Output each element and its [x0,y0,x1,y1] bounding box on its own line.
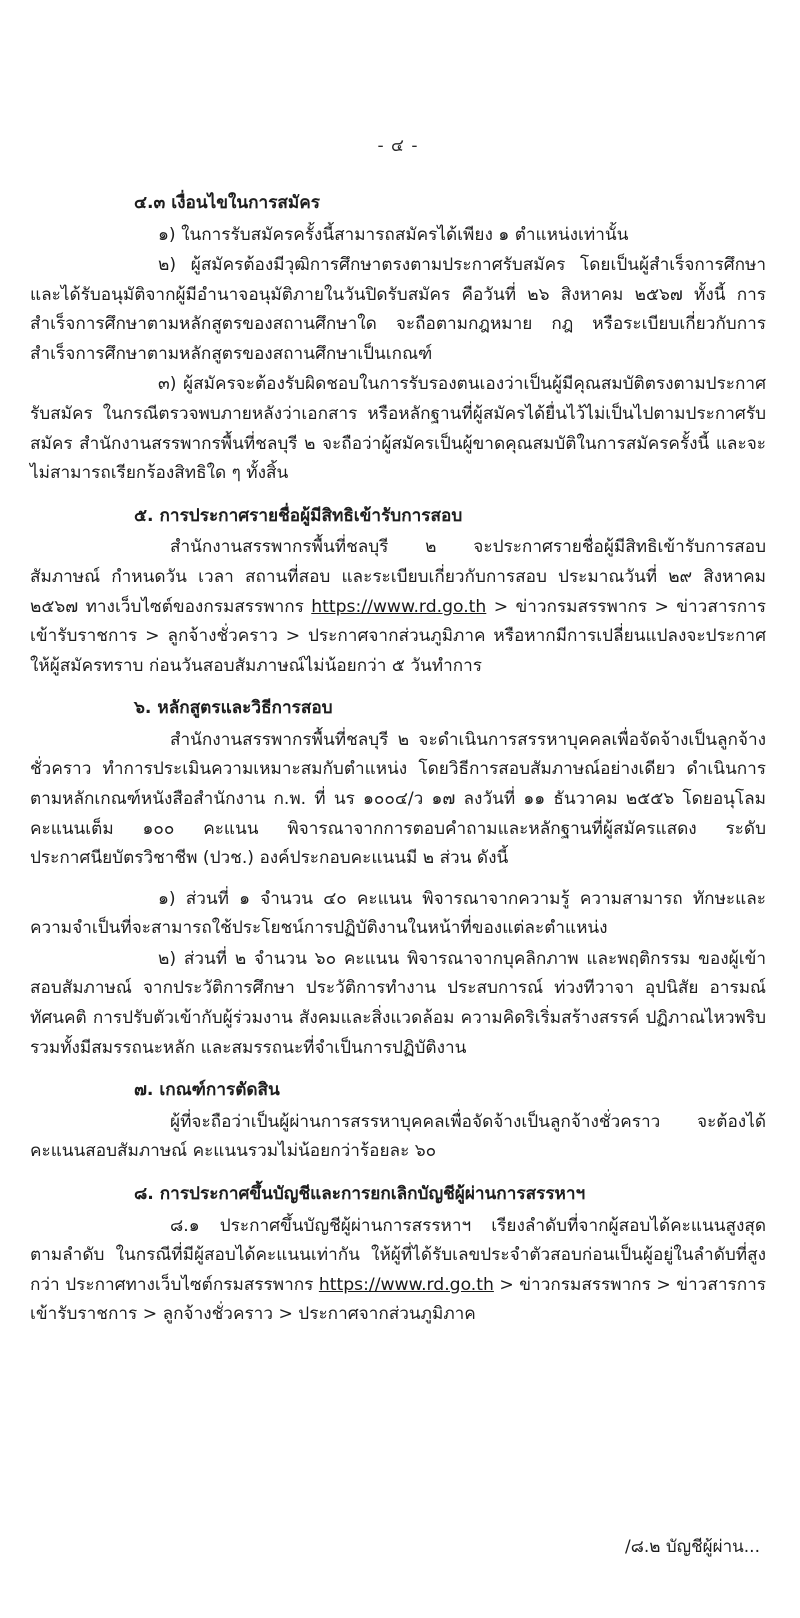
section-8-heading: ๘. การประกาศขึ้นบัญชีและการยกเลิกบัญชีผู้ผ่านการสรรหาฯ [134,1183,586,1204]
page-number: - ๔ - [377,136,419,156]
section-4-3-heading: ๔.๓ เงื่อนไขในการสมัคร [134,193,320,213]
section-4-3-item-2: ๒) ผู้สมัครต้องมีวุฒิการศึกษาตรงตามประกาศรับสมัคร โดยเป็นผู้สำเร็จการศึกษา และได้รับอนุมัติจากผู้มีอำนาจอนุมัติภายในวันปิดรับสมัคร คือวันที่ ๒๖ สิงหาคม ๒๕๖๗ ทั้งนี้ การสำเร็จการศึกษาตามหลักสูตรของสถานศึกษาใด จะถือตามกฎหมาย กฎ หรือระเบียบเกี่ยวกับการสำเร็จการศึกษาตามหลักสูตรของสถานศึกษาเป็นเกณฑ์ [30,255,766,364]
section-8-paragraph [30,1212,766,1330]
section-7 [30,1076,766,1167]
section-4-3-item-1: ๑) ในการรับสมัครครั้งนี้สามารถสมัครได้เพียง ๑ ตำแหน่งเท่านั้น [158,224,629,245]
section-4-3 [30,189,766,489]
section-6-item-2: ๒) ส่วนที่ ๒ จำนวน ๖๐ คะแนน พิจารณาจากบุคลิกภาพ และพฤติกรรม ของผู้เข้าสอบสัมภาษณ์ จากประวัติการศึกษา ประวัติการทำงาน ประสบการณ์ ท่วงทีวาจา อุปนิสัย อารมณ์ ทัศนคติ การปรับตัวเข้ากับผู้ร่วมงาน สังคมและสิ่งแวดล้อม ความคิดริเริ่มสร้างสรรค์ ปฏิภาณไหวพริบ รวมทั้งมีสมรรถนะหลัก และสมรรถนะที่จำเป็นการปฏิบัติงาน [30,948,766,1058]
section-6-heading: ๖. หลักสูตรและวิธีการสอบ [134,698,333,719]
section-8-breadcrumb-text: > ข่าวกรมสรรพากร > ข่าวสารการเข้ารับราชการ > ลูกจ้างชั่วคราว > ประกาศจากส่วนภูมิภาค [30,1274,766,1325]
rd-website-link-1[interactable]: https://www.rd.go.th [311,596,487,617]
document-body [30,189,766,1330]
section-5-paragraph [30,533,766,681]
section-7-paragraph: ผู้ที่จะถือว่าเป็นผู้ผ่านการสรรหาบุคคลเพื่อจัดจ้างเป็นลูกจ้างชั่วคราว จะต้องได้คะแนนสอบสัมภาษณ์ คะแนนรวมไม่น้อยกว่าร้อยละ ๖๐ [30,1111,766,1162]
section-8 [30,1180,766,1330]
section-6-item-1: ๑) ส่วนที่ ๑ จำนวน ๔๐ คะแนน พิจารณาจากความรู้ ความสามารถ ทักษะและความจำเป็นที่จะสามารถใช้ประโยชน์การปฏิบัติงานในหน้าที่ของแต่ละตำแหน่ง [30,888,766,939]
section-5 [30,502,766,681]
section-6-paragraph-1: สำนักงานสรรพากรพื้นที่ชลบุรี ๒ จะดำเนินการสรรหาบุคคลเพื่อจัดจ้างเป็นลูกจ้างชั่วคราว ทำการประเมินความเหมาะสมกับตำแหน่ง โดยวิธีการสอบสัมภาษณ์อย่างเดียว ดำเนินการตามหลักเกณฑ์หนังสือสำนักงาน ก.พ. ที่ นร ๑๐๐๔/ว ๑๗ ลงวันที่ ๑๑ ธันวาคม ๒๕๕๖ โดยอนุโลม คะแนนเต็ม ๑๐๐ คะแนน พิจารณาจากการตอบคำถามและหลักฐานที่ผู้สมัครแสดง ระดับประกาศนียบัตรวิชาชีพ (ปวช.) องค์ประกอบคะแนนมี ๒ ส่วน ดังนี้ [30,729,766,869]
section-5-breadcrumb-text: > ข่าวกรมสรรพากร > ข่าวสารการเข้ารับราชการ > ลูกจ้างชั่วคราว > ประกาศจากส่วนภูมิภาค หรือหากมีการเปลี่ยนแปลงจะประกาศให้ผู้สมัครทราบ ก่อนวันสอบสัมภาษณ์ไม่น้อยกว่า ๕ วันทำการ [30,596,766,676]
section-5-text-before-link: สำนักงานสรรพากรพื้นที่ชลบุรี ๒ จะประกาศรายชื่อผู้มีสิทธิเข้ารับการสอบสัมภาษณ์ กำหนดวัน เวลา สถานที่สอบ และระเบียบเกี่ยวกับการสอบ ประมาณวันที่ ๒๙ สิงหาคม ๒๕๖๗ ทางเว็บไซต์ของกรมสรรพากร [30,537,766,617]
section-7-heading: ๗. เกณฑ์การตัดสิน [134,1080,280,1101]
rd-website-link-2[interactable]: https://www.rd.go.th [318,1274,494,1295]
section-8-text-before-link: ๘.๑ ประกาศขึ้นบัญชีผู้ผ่านการสรรหาฯ เรียงลำดับที่จากผู้สอบได้คะแนนสูงสุดตามลำดับ ในกรณีที่มีผู้สอบได้คะแนนเท่ากัน ให้ผู้ที่ได้รับเลขประจำตัวสอบก่อนเป็นผู้อยู่ในลำดับที่สูงกว่า ประกาศทางเว็บไซต์กรมสรรพากร [30,1215,766,1295]
footer-continuation-note: /๘.๒ บัญชีผู้ผ่าน... [625,1537,760,1557]
section-4-3-item-3: ๓) ผู้สมัครจะต้องรับผิดชอบในการรับรองตนเองว่าเป็นผู้มีคุณสมบัติตรงตามประกาศรับสมัคร ในกรณีตรวจพบภายหลังว่าเอกสาร หรือหลักฐานที่ผู้สมัครได้ยื่นไว้ไม่เป็นไปตามประกาศรับสมัคร สำนักงานสรรพากรพื้นที่ชลบุรี ๒ จะถือว่าผู้สมัครเป็นผู้ขาดคุณสมบัติในการสมัครครั้งนี้ และจะไม่สามารถเรียกร้องสิทธิใด ๆ ทั้งสิ้น [30,374,766,484]
document-page [0,132,800,1618]
section-6 [30,694,766,1063]
section-5-heading: ๕. การประกาศรายชื่อผู้มีสิทธิเข้ารับการสอบ [134,505,463,526]
